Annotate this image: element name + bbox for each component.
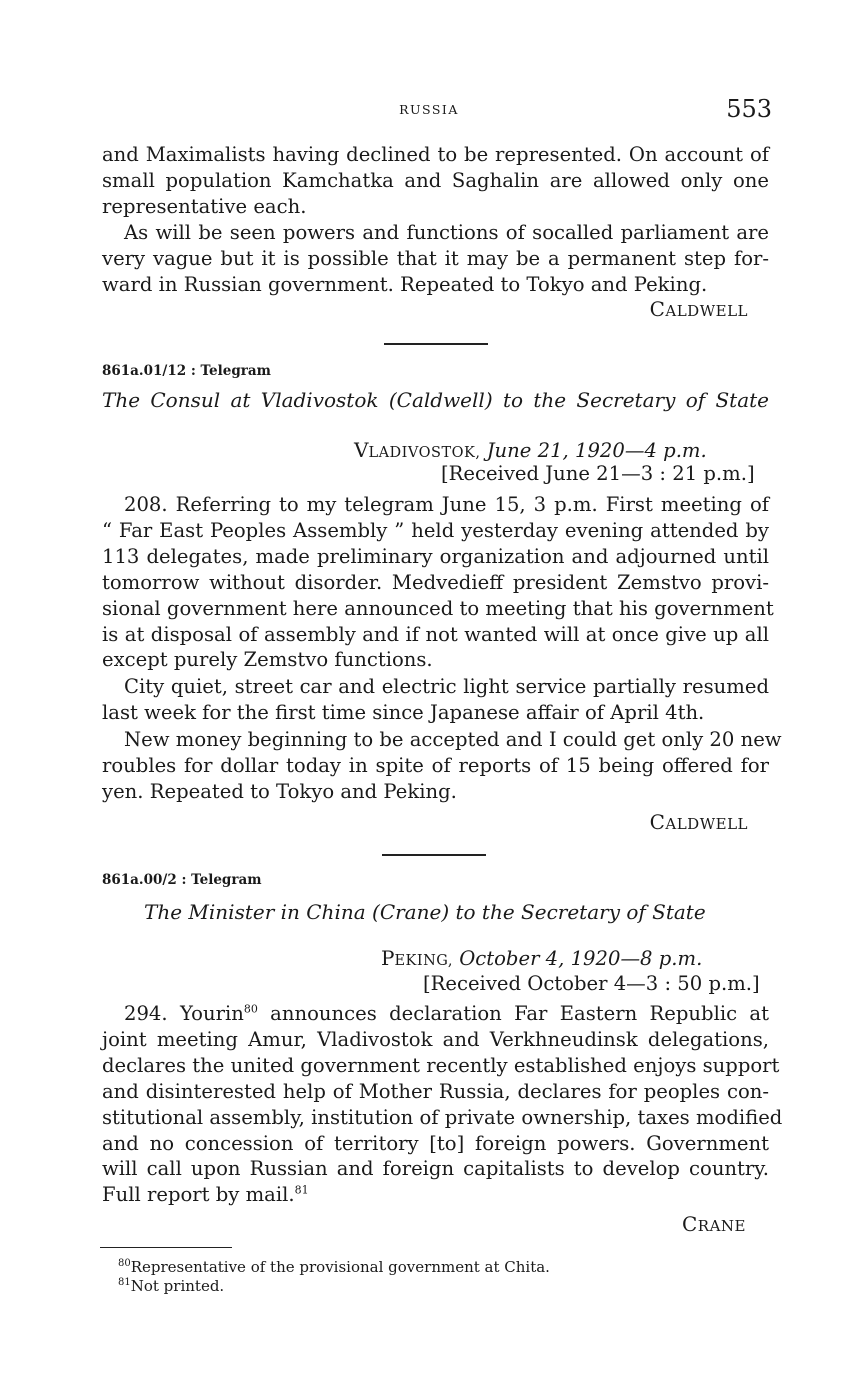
text-run: Full report by mail. [102, 1183, 295, 1207]
text-line [102, 1182, 769, 1208]
text-line: stitutional assembly, institution of private ownership, taxes modified [102, 1105, 783, 1129]
text-line: 208. Referring to my telegram June 15, 3 p.m. First meeting of [124, 493, 769, 516]
place-initial: V [354, 438, 369, 462]
page-number: 553 [726, 95, 772, 123]
title-part: ) to the Secretary of State [484, 388, 770, 412]
continuation-paragraph-2 [102, 220, 769, 298]
date: October 4, 1920—8 p.m. [459, 947, 703, 970]
text-line: tomorrow without disorder. Medvedieff president Zemstvo provi- [102, 570, 769, 594]
text-line: very vague but it is possible that it may be a permanent step for- [102, 246, 769, 270]
signature-caldwell-1 [650, 297, 748, 321]
running-title: RUSSIA [399, 102, 459, 117]
running-head [0, 97, 858, 123]
text-line: representative each. [102, 194, 307, 218]
document-title [102, 388, 769, 412]
footnote-rule [100, 1247, 232, 1248]
continuation-paragraph-1 [102, 142, 769, 220]
title-part: Caldwell [396, 388, 485, 412]
title-part: Crane [379, 900, 442, 924]
telegram-paragraph-4 [102, 1001, 783, 1208]
signature-initial: C [681, 1212, 698, 1236]
received-line: [Received June 21—3 : 21 p.m.] [441, 462, 755, 485]
section-divider [384, 343, 488, 345]
text-line: joint meeting Amur, Vladivostok and Verkhneudinsk delegations, [102, 1027, 769, 1051]
text-line: New money beginning to be accepted and I could get only 20 new [124, 728, 782, 751]
text-line: As will be seen powers and functions of socalled parliament are [124, 221, 769, 244]
text-line: except purely Zemstvo functions. [102, 648, 433, 672]
text-line: City quiet, street car and electric light service partially resumed [124, 675, 769, 698]
footnote-mark: 80 [118, 1258, 131, 1269]
footnote-80 [118, 1258, 550, 1276]
signature-rest: ALDWELL [665, 815, 748, 833]
text-line: and disinterested help of Mother Russia, declares for peoples con- [102, 1079, 769, 1103]
title-part: ) to the Secretary of State [441, 900, 706, 924]
title-part: The Consul at Vladivostok ( [102, 388, 397, 412]
signature-caldwell-2 [650, 810, 748, 834]
text-run: announces declaration Far Eastern Republic at [257, 1002, 769, 1025]
text-line: and Maximalists having declined to be represented. On account of [102, 143, 769, 166]
text-line [102, 1001, 769, 1027]
title-part: The Minister in China ( [144, 900, 380, 924]
text-line: small population Kamchatka and Saghalin are allowed only one [102, 168, 769, 192]
signature-initial: C [649, 810, 666, 834]
text-line: declares the united government recently established enjoys support [102, 1053, 780, 1077]
telegram-paragraph-2 [102, 674, 769, 726]
place-initial: P [381, 946, 395, 970]
text-run: 294. Yourin [124, 1002, 244, 1025]
dateline [354, 438, 707, 462]
text-line: 113 delegates, made preliminary organization and adjourned until [102, 544, 769, 568]
text-line: yen. Repeated to Tokyo and Peking. [102, 779, 457, 803]
footnote-ref: 81 [294, 1183, 309, 1197]
text-line: last week for the first time since Japanese affair of April 4th. [102, 700, 705, 724]
place-rest: LADIVOSTOK, [368, 445, 481, 461]
telegram-paragraph-3 [102, 727, 782, 805]
text-line: and no concession of territory [to] foreign powers. Government [102, 1131, 769, 1155]
footnote-text: Not printed. [130, 1277, 225, 1295]
signature-initial: C [649, 297, 666, 321]
file-number: 861a.01/12 : Telegram [102, 363, 271, 379]
footnote-81 [118, 1277, 224, 1295]
signature-crane [682, 1212, 746, 1236]
signature-rest: ALDWELL [665, 302, 748, 320]
text-line: “ Far East Peoples Assembly ” held yesterday evening attended by [102, 518, 769, 542]
text-line: is at disposal of assembly and if not wanted will at once give up all [102, 622, 769, 646]
date: June 21, 1920—4 p.m. [486, 439, 707, 462]
received-line: [Received October 4—3 : 50 p.m.] [423, 972, 760, 995]
dateline [381, 946, 702, 970]
signature-rest: RANE [697, 1217, 746, 1235]
text-line: roubles for dollar today in spite of reports of 15 being offered for [102, 753, 769, 777]
text-line: will call upon Russian and foreign capitalists to develop country. [102, 1157, 769, 1181]
file-number: 861a.00/2 : Telegram [102, 872, 262, 888]
section-divider [382, 854, 486, 856]
document-title [144, 900, 706, 924]
footnote-mark: 81 [118, 1277, 131, 1288]
text-line: sional government here announced to meeting that his government [102, 596, 774, 620]
telegram-paragraph-1 [102, 492, 774, 673]
place-rest: EKING, [394, 953, 453, 969]
footnote-ref: 80 [243, 1002, 258, 1016]
footnote-text: Representative of the provisional government at Chita. [130, 1258, 550, 1276]
text-line: ward in Russian government. Repeated to Tokyo and Peking. [102, 272, 708, 296]
